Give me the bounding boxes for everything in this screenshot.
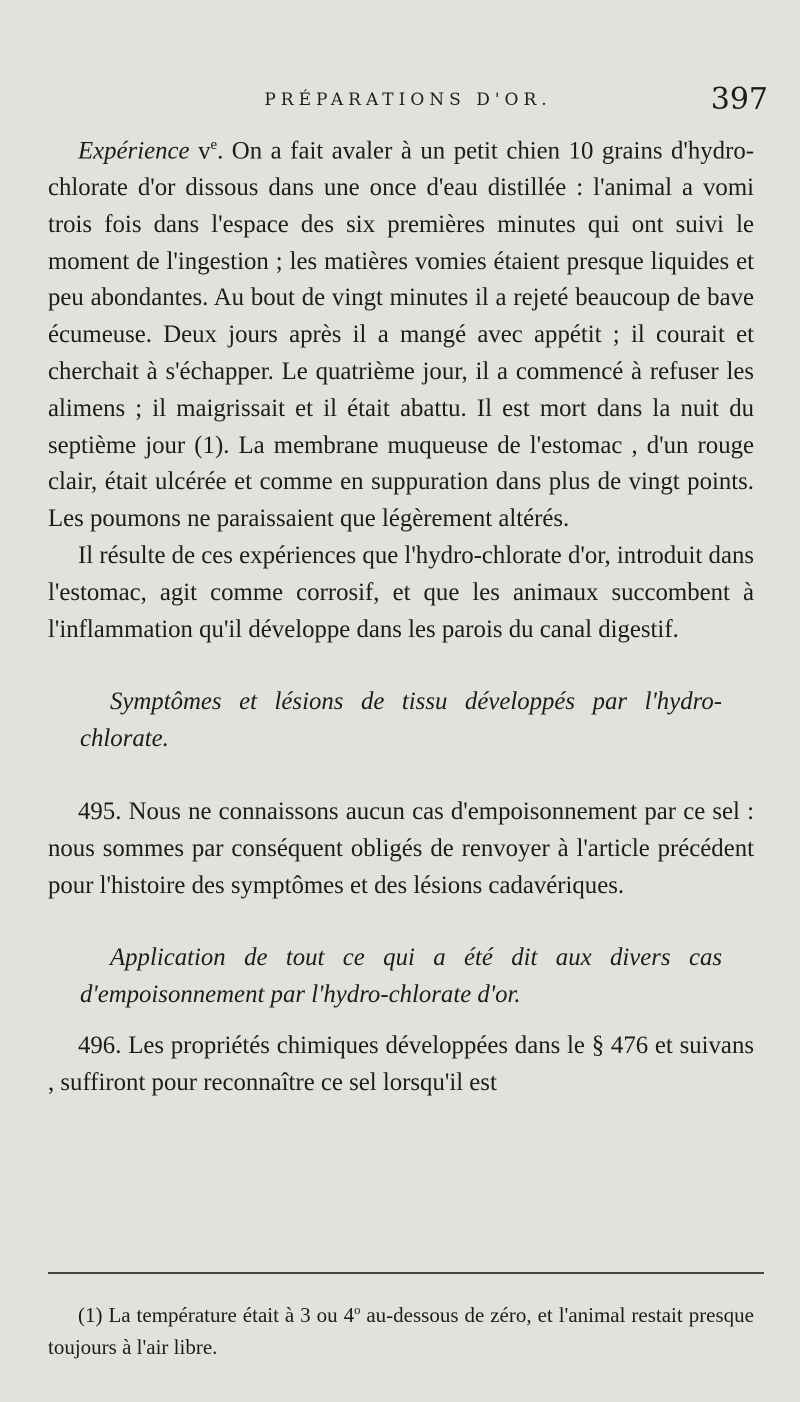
conclusion-paragraph: Il résulte de ces expériences que l'hydro-chlorate d'or, introduit dans l'estomac, agit comme corrosif, et que les animaux succombent à l'inflammation qu'il développe dans les parois du canal digestif.: [48, 542, 754, 643]
footnote-divider: [48, 1272, 764, 1274]
section-heading-symptoms: Symptômes et lésions de tissu développés par l'hydro-chlorate.: [80, 688, 722, 753]
ordinal-superscript: e: [210, 137, 218, 153]
section-496: 496. Les propriétés chimiques développées dans le § 476 et suivans , suffiront pour reconnaître ce sel lorsqu'il est: [48, 1032, 754, 1096]
body-text: [48, 127, 754, 1102]
experience-text: . On a fait avaler à un petit chien 10 grains d'hydro-chlorate d'or dissous dans une once d'eau distillée : l'animal a vomi trois fois dans l'espace des six premières minutes qui ont suivi le moment de l'ingestion ; les matières vomies étaient presque liquides et peu abondantes. Au bout de vingt minutes il a rejeté beaucoup de bave écumeuse. Deux jours après il a mangé avec appétit ; il courait et cherchait à s'échapper. Le quatrième jour, il a commencé à refuser les alimens ; il maigrissait et il était abattu. Il est mort dans la nuit du septième jour (1). La membrane muqueuse de l'estomac , d'un rouge clair, était ulcérée et comme en suppuration dans plus de vingt points. Les poumons ne paraissaient que légèrement altérés.: [48, 137, 754, 533]
experience-label: Expérience: [78, 137, 190, 165]
footnote-text: [48, 1294, 754, 1363]
page-header: [48, 82, 768, 122]
page-number: 397: [710, 82, 768, 117]
footnote: [48, 1294, 754, 1363]
degree-superscript: o: [354, 1303, 361, 1317]
section-495: 495. Nous ne connaissons aucun cas d'empoisonnement par ce sel : nous sommes par conséquent obligés de renvoyer à l'article précédent pour l'histoire des symptômes et des lésions cadavériques.: [48, 798, 754, 899]
experience-number: v: [198, 137, 211, 165]
footnote-text-start: (1) La température était à 3 ou 4: [78, 1303, 355, 1327]
footnote-text-end: au-dessous de zéro, et l'animal restait presque toujours à l'air libre.: [48, 1303, 754, 1359]
section-heading-application: Application de tout ce qui a été dit aux divers cas d'empoisonnement par l'hydro-chlorate d'or.: [80, 944, 722, 1009]
running-title: PRÉPARATIONS D'OR.: [264, 90, 552, 110]
experience-paragraph: [48, 127, 754, 538]
